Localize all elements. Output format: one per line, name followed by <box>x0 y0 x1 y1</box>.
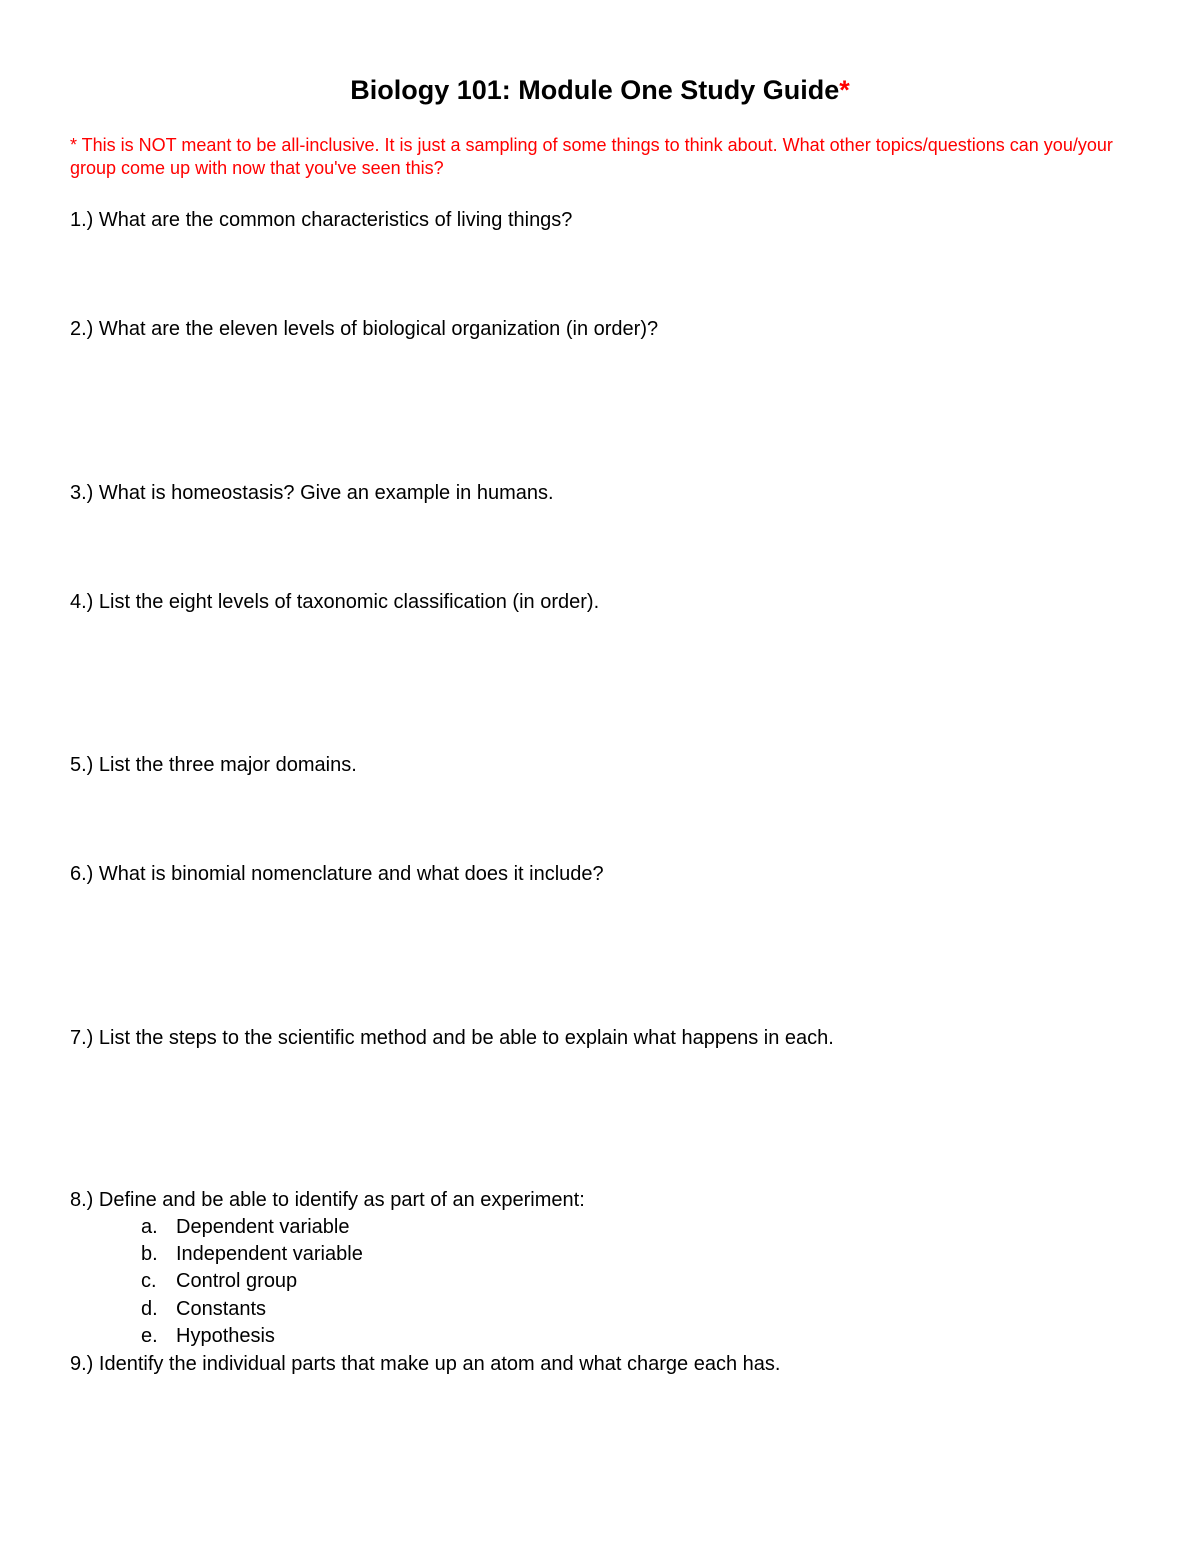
list-item <box>141 1323 363 1350</box>
list-marker: e. <box>141 1324 158 1347</box>
list-item <box>141 1296 363 1323</box>
list-marker: d. <box>141 1297 158 1320</box>
question-6: 6.) What is binomial nomenclature and what does it include? <box>70 863 604 885</box>
question-3: 3.) What is homeostasis? Give an example in humans. <box>70 482 554 504</box>
list-item-text: Independent variable <box>176 1243 363 1266</box>
list-item-text: Control group <box>176 1270 298 1293</box>
title-asterisk: * <box>839 75 850 105</box>
document-title <box>0 72 1200 108</box>
question-9: 9.) Identify the individual parts that make up an atom and what charge each has. <box>70 1353 781 1375</box>
question-8-sublist <box>141 1214 363 1350</box>
question-4: 4.) List the eight levels of taxonomic classification (in order). <box>70 591 600 613</box>
question-8: 8.) Define and be able to identify as part of an experiment: <box>70 1189 585 1211</box>
list-item-text: Dependent variable <box>176 1216 350 1238</box>
list-marker: a. <box>141 1216 158 1238</box>
disclaimer-note: * This is NOT meant to be all-inclusive. It is just a sampling of some things to think about. What other topics/questions can you/your group come up with now that you've seen this? <box>70 135 1113 178</box>
question-5: 5.) List the three major domains. <box>70 754 357 776</box>
question-7: 7.) List the steps to the scientific method and be able to explain what happens in each. <box>70 1027 834 1049</box>
question-1: 1.) What are the common characteristics of living things? <box>70 209 573 231</box>
list-marker: c. <box>141 1270 157 1293</box>
title-text: Biology 101: Module One Study Guide <box>350 75 840 105</box>
list-item-text: Hypothesis <box>176 1324 275 1347</box>
list-item <box>141 1268 363 1295</box>
list-item-text: Constants <box>176 1297 267 1320</box>
list-item <box>141 1214 363 1241</box>
list-item <box>141 1241 363 1268</box>
list-marker: b. <box>141 1243 158 1266</box>
question-2: 2.) What are the eleven levels of biological organization (in order)? <box>70 318 659 340</box>
